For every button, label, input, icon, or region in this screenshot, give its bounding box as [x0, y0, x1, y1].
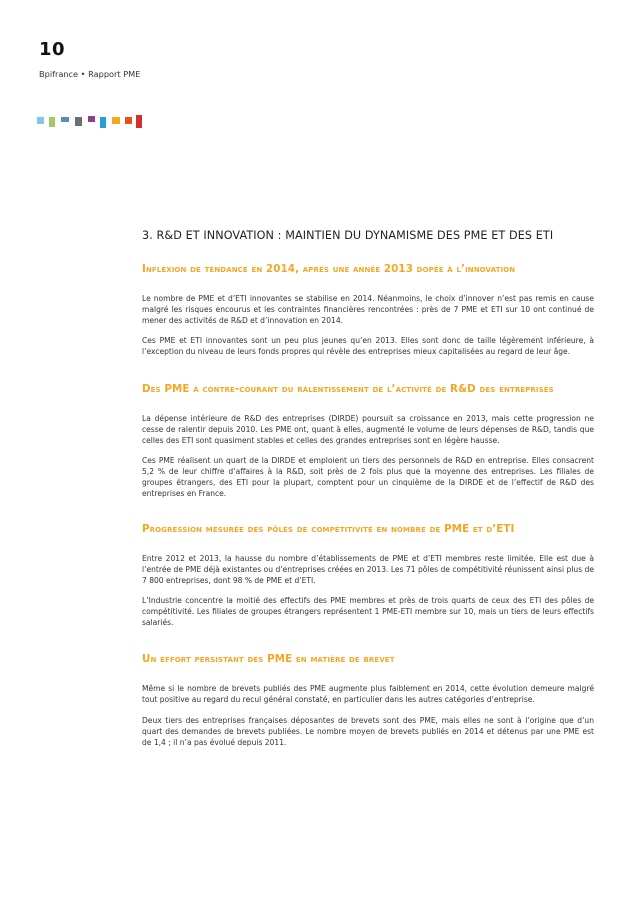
color-square [37, 117, 44, 124]
section-title: 3. R&D ET INNOVATION : MAINTIEN DU DYNAMISME DES PME ET DES ETI [142, 229, 554, 242]
color-square [125, 117, 132, 124]
subheading: Progression mesurée des pôles de compétitivité en nombre de PME et d’ETI [142, 523, 515, 535]
page-number: 10 [39, 39, 66, 60]
subheading: Des PME à contre-courant du ralentissement de l’activité de R&D des entreprises [142, 383, 554, 395]
color-square [75, 117, 82, 126]
paragraph: Deux tiers des entreprises françaises déposantes de brevets sont des PME, mais elles ne sont à l’origine que d’un quart des demandes de brevets publiées. Le nombre moyen de brevets publiés en 2014 et détenus par une PME est de 1,4 ; il n’a pas évolué depuis 2011. [142, 716, 594, 748]
paragraph: Ces PME et ETI innovantes sont un peu plus jeunes qu’en 2013. Elles sont donc de taille légèrement inférieure, à l’exception du niveau de leurs fonds propres qui révèle des entreprises mieux capitalisées au regard de leur âge. [142, 336, 594, 357]
paragraph: Entre 2012 et 2013, la hausse du nombre d’établissements de PME et d’ETI membres reste limitée. Elle est due à l’entrée de PME déjà existantes ou d’entreprises créées en 2013. Les 71 pôles de compétitivité réunissent ainsi plus de 7 800 entreprises, dont 98 % de PME et d’ETI. [142, 554, 594, 586]
running-header: Bpifrance • Rapport PME [39, 69, 141, 79]
color-square [61, 117, 69, 122]
subheading: Inflexion de tendance en 2014, après une année 2013 dopée à l’innovation [142, 263, 516, 275]
color-square [88, 116, 95, 122]
paragraph: L’Industrie concentre la moitié des effectifs des PME membres et près de trois quarts de ceux des ETI des pôles de compétitivité. Les filiales de groupes étrangers représentent 1 PME-ETI membre sur 10, mais un tiers de leurs effectifs salariés. [142, 596, 594, 628]
color-square [136, 115, 142, 128]
paragraph: Même si le nombre de brevets publiés des PME augmente plus faiblement en 2014, cette évolution demeure malgré tout positive au regard du recul général constaté, en particulier dans les autres catégories d’entreprise. [142, 684, 594, 705]
paragraph: Ces PME réalisent un quart de la DIRDE et emploient un tiers des personnels de R&D en entreprise. Elles consacrent 5,2 % de leur chiffre d’affaires à la R&D, soit près de 2 fois plus que la moyenne des entreprises. Les filiales de groupes étrangers, des ETI pour la plupart, comptent pour un cinquième de la DIRDE et de l’effectif de R&D des entreprises en France. [142, 456, 594, 499]
color-square [49, 117, 55, 127]
color-square [100, 117, 106, 128]
decorative-color-bar [37, 112, 157, 128]
paragraph: Le nombre de PME et d’ETI innovantes se stabilise en 2014. Néanmoins, le choix d’innover n’est pas remis en cause malgré les risques encourus et les contraintes financières rencontrées : près de 7 PME et ETI sur 10 ont continué de mener des activités de R&D et d’innovation en 2014. [142, 294, 594, 326]
color-square [112, 117, 120, 124]
paragraph: La dépense intérieure de R&D des entreprises (DIRDE) poursuit sa croissance en 2013, mais cette progression ne cesse de ralentir depuis 2010. Les PME ont, quant à elles, augmenté le volume de leurs dépenses de R&D, tandis que celles des ETI sont quasiment stables et celles des grandes entreprises sont en légère hausse. [142, 414, 594, 446]
subheading: Un effort persistant des PME en matière de brevet [142, 653, 395, 665]
